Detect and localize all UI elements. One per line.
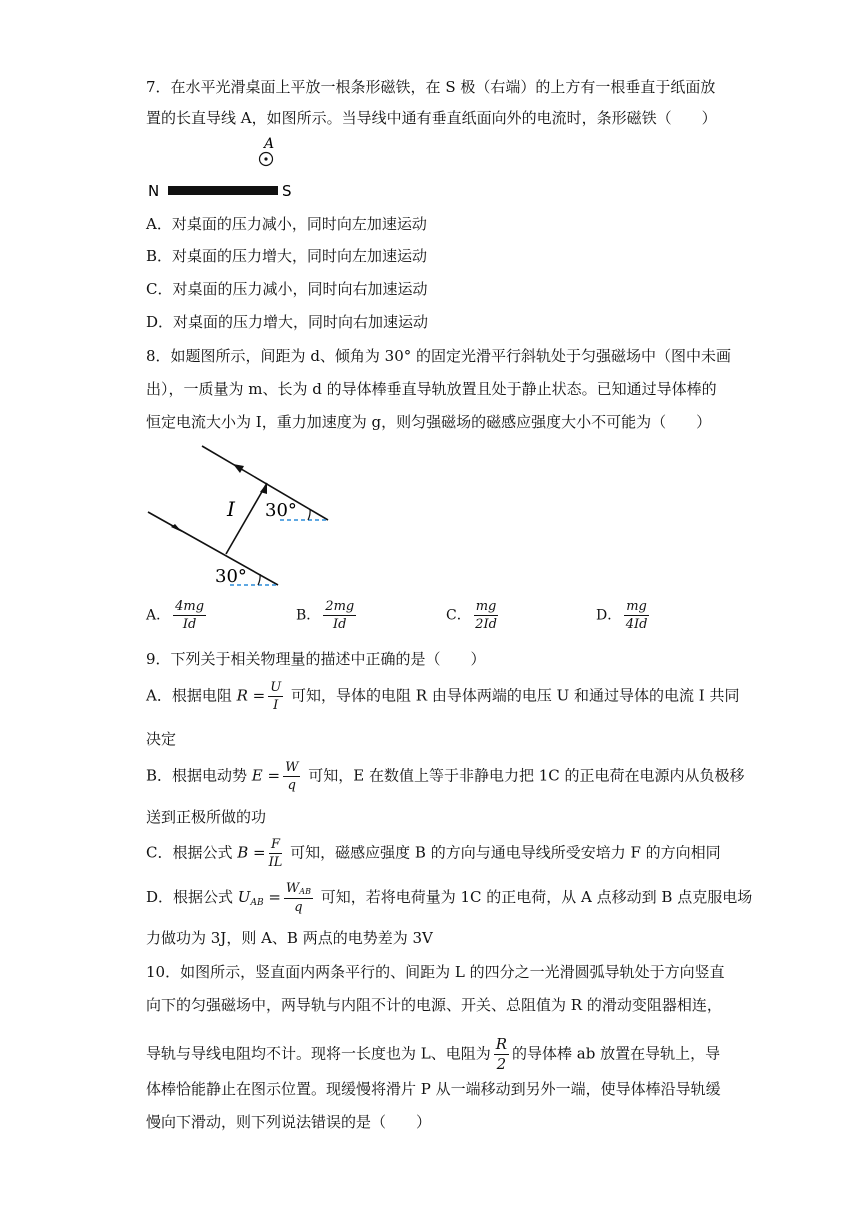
fraction-denominator: 2Id	[475, 617, 497, 632]
q9-option-c	[146, 838, 721, 869]
fraction-numerator: U	[270, 680, 282, 695]
fraction-denominator: 2	[496, 1055, 507, 1073]
q7-option-d: D．对桌面的压力增大，同时向右加速运动	[146, 313, 429, 331]
q10-stem-line3	[146, 1037, 720, 1072]
q7-stem-line1: 7．在水平光滑桌面上平放一根条形磁铁，在 S 极（右端）的上方有一根垂直于纸面放	[146, 78, 716, 96]
option-text: A．根据电阻	[146, 686, 237, 705]
q10-stem-line2: 向下的匀强磁场中，两导轨与内阻不计的电源、开关、总阻值为 R 的滑动变阻器相连，	[146, 996, 722, 1014]
option-letter: D．	[596, 607, 622, 624]
q7-figure	[140, 130, 320, 202]
q9-option-a-cont: 决定	[146, 730, 177, 748]
fraction-numerator-subscript: AB	[299, 887, 311, 896]
fraction-denominator: q	[294, 900, 303, 915]
q8-option-b	[296, 600, 359, 631]
fraction-numerator: R	[495, 1035, 508, 1053]
q8-figure	[140, 440, 340, 590]
fraction-numerator: 4mg	[175, 599, 205, 614]
q8-option-d	[596, 600, 652, 631]
q9-stem: 9．下列关于相关物理量的描述中正确的是（ ）	[146, 650, 486, 668]
q7-stem-line2: 置的长直导线 A，如图所示。当导线中通有垂直纸面向外的电流时，条形磁铁（ ）	[146, 109, 717, 127]
q8-stem-line3: 恒定电流大小为 I，重力加速度为 g，则匀强磁场的磁感应强度大小不可能为（ ）	[146, 413, 712, 431]
stem-text: 的导体棒 ab 放置在导轨上，导	[512, 1044, 721, 1063]
option-text: B．根据电动势	[146, 766, 252, 785]
q9-option-a	[146, 681, 739, 712]
bar-magnet	[168, 186, 278, 195]
q7-option-c: C．对桌面的压力减小，同时向右加速运动	[146, 280, 428, 298]
q10-stem-line4: 体棒恰能静止在图示位置。现缓慢将滑片 P 从一端移动到另外一端，使导体棒沿导轨缓	[146, 1080, 721, 1098]
q10-stem-line5: 慢向下滑动，则下列说法错误的是（ ）	[146, 1113, 432, 1131]
stem-text: 导轨与导线电阻均不计。现将一长度也为 L、电阻为	[146, 1044, 491, 1063]
q9-option-b	[146, 761, 745, 792]
option-letter: A．	[146, 607, 171, 624]
option-text: 可知，若将电荷量为 1C 的正电荷，从 A 点移动到 B 点克服电场	[315, 888, 753, 906]
formula-lhs: E =	[251, 766, 281, 785]
formula-lhs: B =	[237, 843, 266, 862]
fraction-denominator: Id	[333, 617, 347, 632]
fraction-numerator: W	[285, 760, 299, 775]
option-letter: B．	[296, 607, 321, 624]
q8-stem-line2: 出），一质量为 m、长为 d 的导体棒垂直导轨放置且处于静止状态。已知通过导体棒的	[146, 380, 717, 398]
current-label: I	[227, 497, 235, 521]
fraction-denominator: IL	[268, 855, 283, 870]
lower-rail	[148, 512, 278, 585]
lower-angle-label: 30°	[215, 566, 247, 587]
option-text: 可知，导体的电阻 R 由导体两端的电压 U 和通过导体的电流 I 共同	[286, 686, 740, 705]
upper-angle-label: 30°	[265, 500, 297, 521]
q9-option-d-cont: 力做功为 3J，则 A、B 两点的电势差为 3V	[146, 929, 433, 947]
formula-subscript: AB	[250, 898, 264, 908]
q7-option-a: A．对桌面的压力减小，同时向左加速运动	[146, 215, 427, 233]
fraction-numerator: F	[269, 838, 283, 854]
formula-lhs: U	[237, 888, 251, 906]
q9-option-b-cont: 送到正极所做的功	[146, 808, 267, 826]
q8-stem-line1: 8．如题图所示，间距为 d、倾角为 30° 的固定光滑平行斜轨处于匀强磁场中（图中未画	[146, 347, 732, 365]
wire-dot	[264, 157, 267, 160]
formula-lhs: R =	[236, 686, 266, 705]
q7-option-b: B．对桌面的压力增大，同时向左加速运动	[146, 247, 428, 265]
option-text: C．根据公式	[146, 843, 238, 862]
fraction-numerator: 2mg	[325, 599, 355, 614]
q9-option-d	[146, 882, 752, 914]
fraction-numerator: mg	[475, 599, 497, 614]
fraction-numerator: W	[285, 881, 300, 896]
option-text: 可知，磁感应强度 B 的方向与通电导线所受安培力 F 的方向相同	[285, 843, 721, 862]
formula-equals: =	[263, 888, 281, 906]
option-text: D．根据公式	[146, 888, 238, 906]
upper-angle-arc	[308, 509, 310, 520]
wire-label: A	[263, 136, 275, 152]
north-pole-label: N	[148, 182, 160, 200]
fraction-denominator: Id	[182, 617, 197, 632]
fraction-denominator: I	[273, 698, 279, 713]
fraction-numerator: mg	[626, 599, 647, 614]
lower-angle-arc	[258, 574, 260, 585]
q10-stem-line1: 10．如图所示，竖直面内两条平行的、间距为 L 的四分之一光滑圆弧导轨处于方向竖直	[146, 963, 725, 981]
option-letter: C．	[446, 607, 471, 624]
south-pole-label: S	[282, 182, 292, 200]
option-text: 可知，E 在数值上等于非静电力把 1C 的正电荷在电源内从负极移	[303, 766, 745, 785]
q8-option-a	[146, 600, 209, 631]
fraction-denominator: 4Id	[625, 617, 648, 632]
upper-rail-arrow-icon	[233, 464, 244, 473]
fraction-denominator: q	[287, 778, 296, 793]
q8-option-c	[446, 600, 501, 631]
